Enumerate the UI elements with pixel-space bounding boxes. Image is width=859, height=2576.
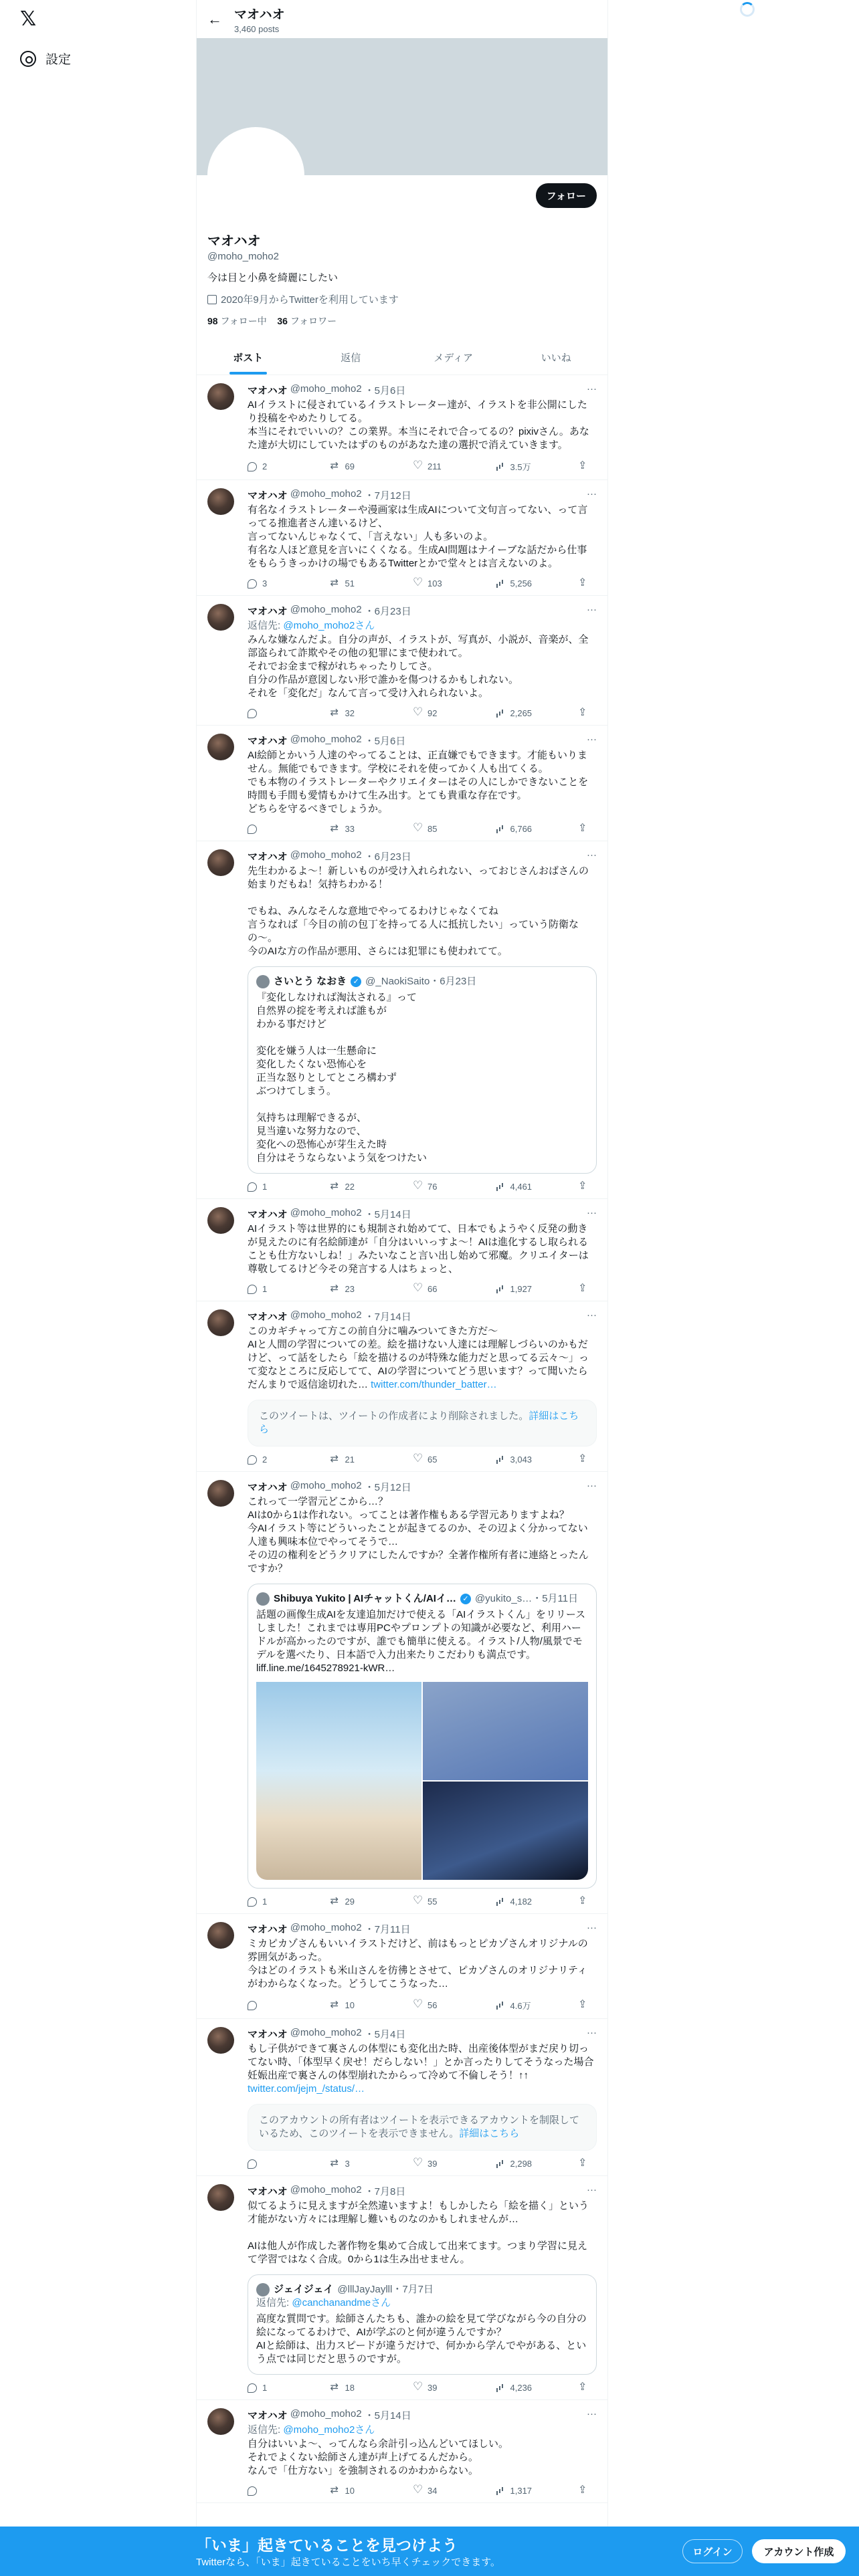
- reply-to-link[interactable]: @moho_moho2さん: [283, 620, 375, 631]
- heart-icon: [413, 1455, 422, 1465]
- reply-button[interactable]: [248, 708, 288, 718]
- quoted-avatar: [256, 975, 270, 988]
- tweet-author-name[interactable]: マオハオ: [248, 736, 288, 747]
- retweet-icon: [330, 1182, 340, 1192]
- retweet-icon: [330, 579, 340, 588]
- retweet-button[interactable]: ⇄ 32: [330, 708, 371, 718]
- views-button[interactable]: 2,265: [496, 708, 536, 718]
- tweet-text: AI絵師とかいう人達のやってることは、正直嫌でもできます。才能もいりません。無能でもできます。学校にそれを使ってかく人も出てくる。 でも本物のイラストレーターやクリエイターはその人にしかできないことを時間も手間も愛情もかけて生み出す。とても貴重な存在です。 どちらを守るべきでしょうか。: [248, 750, 589, 815]
- like-button[interactable]: ♡ 55: [413, 1897, 453, 1907]
- bar-chart-icon: [496, 462, 505, 471]
- calendar-icon: [207, 295, 217, 304]
- tweet-date[interactable]: ・5月4日: [364, 2029, 406, 2040]
- bar-chart-icon: [496, 2159, 505, 2169]
- more-options-icon[interactable]: ···: [587, 1207, 597, 1218]
- learn-more-link[interactable]: 詳細はこちら: [459, 2128, 520, 2139]
- quoted-tweet-header: [256, 975, 588, 988]
- x-logo-icon[interactable]: 𝕏: [20, 8, 37, 30]
- more-options-icon[interactable]: ···: [587, 604, 597, 615]
- tweet-date[interactable]: ・5月14日: [364, 2410, 411, 2422]
- quoted-author-name: さいとう なおき: [274, 976, 347, 987]
- tweet-author-handle[interactable]: @moho_moho2: [290, 1207, 362, 1218]
- tweet-actions: [248, 2486, 597, 2496]
- share-icon: [578, 1285, 587, 1294]
- reply-button[interactable]: [248, 2159, 288, 2169]
- tweet-author-handle[interactable]: @moho_moho2: [290, 1480, 362, 1491]
- back-arrow-icon[interactable]: ←: [207, 10, 222, 27]
- heart-icon: [413, 1182, 422, 1192]
- tweet-text: 先生わかるよ〜！新しいものが受け入れられない、っておじさんおばさんの始まりだもね！気持ちわかる！ でもね、みんなそんな意地でやってるわけじゃなくてね 言うなれば「今目の前の包丁を持ってる人に抵抗したい」っていう防衛なの〜。 今のAIな方の作品が悪用、さらには犯罪にも使われてて。: [248, 865, 589, 957]
- views-button[interactable]: 3.5万: [496, 460, 536, 473]
- views-button[interactable]: 4,236: [496, 2383, 536, 2393]
- views-button[interactable]: 3,043: [496, 1455, 536, 1465]
- views-button[interactable]: 1,317: [496, 2486, 536, 2496]
- media-image[interactable]: [256, 1682, 421, 1880]
- left-nav: [0, 0, 196, 2576]
- tweet-author-name[interactable]: マオハオ: [248, 2410, 288, 2422]
- tweet-date[interactable]: ・7月8日: [364, 2186, 406, 2197]
- views-button[interactable]: 6,766: [496, 824, 536, 834]
- bar-chart-icon: [496, 2383, 505, 2393]
- views-button[interactable]: 5,256: [496, 578, 536, 588]
- quoted-text: 高度な質問です。絵師さんたちも、誰かの絵を見て学びながら今の自分の絵になってるわけで、AIが学ぶのと何が違うんですか？ AIと絵師は、出力スピードが違うだけで、何かから学んでやがある、という点では同じだと思うのですが。: [256, 2313, 587, 2365]
- tweet-avatar[interactable]: [207, 488, 234, 515]
- verified-badge-icon: ✓: [460, 1594, 471, 1604]
- tweet-actions: [248, 460, 597, 473]
- tweet[interactable]: [197, 480, 607, 596]
- tweet-avatar[interactable]: [207, 734, 234, 760]
- share-icon: [578, 462, 587, 471]
- heart-icon: [413, 579, 422, 588]
- tweet-text: みんな嫌なんだよ。自分の声が、イラストが、写真が、小説が、音楽が、全部盗られて詐欺やその他の犯罪にまで使われて。 それでお金まで稼がれちゃったりしてさ。 自分の作品が意図しない形で誰かを傷つけるかもしれない。 それを「変化だ」なんて言って受け入れられないよ。: [248, 634, 589, 699]
- quoted-tweet-header: [256, 2283, 588, 2296]
- profile-section: [197, 175, 607, 328]
- more-options-icon[interactable]: ···: [587, 2184, 597, 2195]
- like-button[interactable]: ♡ 34: [413, 2486, 453, 2496]
- retweet-button[interactable]: ⇄ 3: [330, 2159, 371, 2169]
- tweet-author-name[interactable]: マオハオ: [248, 385, 288, 397]
- retweet-button[interactable]: ⇄ 51: [330, 578, 371, 588]
- retweet-button[interactable]: ⇄ 18: [330, 2383, 371, 2393]
- tweet-date[interactable]: ・7月14日: [364, 1311, 411, 1323]
- tweet-text: 有名なイラストレーターや漫画家は生成AIについて文句言ってない、って言ってる推進者さん達いるけど、 言ってないんじゃなくて、「言えない」人も多いのよ。 有名な人ほど意見を言いにくくなる。生成AI問題はナイーブな話だから仕事をもらうきっかけの場でもあるTwitterとかで堂々とは言えないのよ。: [248, 504, 588, 569]
- heart-icon: [413, 1897, 422, 1907]
- retweet-icon: [330, 2001, 340, 2010]
- tweet-actions: [248, 708, 597, 718]
- tweet-avatar[interactable]: [207, 1922, 234, 1949]
- reply-context: 返信先: @moho_moho2さん: [248, 620, 375, 631]
- timeline: [197, 375, 607, 2503]
- share-button[interactable]: [578, 578, 591, 588]
- bar-chart-icon: [496, 1455, 505, 1465]
- tweet-date[interactable]: ・6月23日: [364, 851, 411, 863]
- tweet-header: [248, 2408, 597, 2422]
- tweet-header: [248, 734, 597, 748]
- tweet[interactable]: [197, 1199, 607, 1301]
- share-icon: [578, 825, 587, 834]
- tab-replies[interactable]: 返信: [341, 352, 361, 364]
- tweet-avatar[interactable]: [207, 1480, 234, 1507]
- views-button[interactable]: 4,182: [496, 1897, 536, 1907]
- reply-icon: [248, 2383, 257, 2393]
- heart-icon: [413, 2001, 422, 2010]
- tweet-date[interactable]: ・5月6日: [364, 385, 406, 397]
- share-button[interactable]: [578, 2486, 591, 2496]
- share-icon: [578, 2159, 587, 2169]
- tweet-header: [248, 1207, 597, 1221]
- like-button[interactable]: ♡ 39: [413, 2383, 453, 2393]
- retweet-icon: [330, 2159, 340, 2169]
- share-button[interactable]: [578, 1897, 591, 1907]
- share-button[interactable]: [578, 460, 591, 473]
- reply-button[interactable]: 1: [248, 1182, 288, 1192]
- header-name: マオハオ: [234, 7, 285, 22]
- tweet-avatar[interactable]: [207, 2184, 234, 2211]
- retweet-icon: [330, 1455, 340, 1465]
- like-button[interactable]: ♡ 103: [413, 578, 453, 588]
- verified-badge-icon: ✓: [351, 976, 361, 987]
- tweet-text: AIイラストに侵されているイラストレーター達が、イラストを非公開にしたり投稿をやめたりしてる。 本当にそれでいいの？この業界。本当にそれで合ってるの？pixivさん。あなた達が大切にしていたはずのものがあなた達の選択で消えていきます。: [248, 399, 589, 451]
- reply-icon: [248, 1182, 257, 1192]
- media-stack: [423, 1682, 588, 1880]
- followers-link[interactable]: 36 フォロワー: [277, 316, 337, 326]
- views-button[interactable]: 2,298: [496, 2159, 536, 2169]
- share-icon: [578, 2486, 587, 2496]
- tweet-text: もし子供ができて裏さんの体型にも変化出た時、出産後体型がまだ戻り切ってない時、「体型早く戻せ！だらしない！」とか言ったりしてそうなった場合妊娠出産で裏さんの体型崩れたからって冷めて不倫しそう！↑↑ twitter.com/jejm_/status/…: [248, 2043, 594, 2095]
- heart-icon: [413, 2486, 422, 2496]
- tweet-author-handle[interactable]: @moho_moho2: [290, 2027, 362, 2038]
- share-button[interactable]: [578, 2159, 591, 2169]
- tweet-author-name[interactable]: マオハオ: [248, 2029, 288, 2040]
- profile-avatar[interactable]: [207, 127, 304, 224]
- tweet-date[interactable]: ・5月12日: [364, 1482, 411, 1493]
- reply-button[interactable]: 1: [248, 1284, 288, 1294]
- tweet-actions: [248, 2383, 597, 2393]
- retweet-icon: [330, 2383, 340, 2393]
- login-button[interactable]: ログイン: [682, 2539, 743, 2563]
- reply-icon: [248, 709, 257, 718]
- learn-more-link[interactable]: 詳細はこちら: [259, 1410, 579, 1435]
- reply-button[interactable]: 2: [248, 460, 288, 473]
- like-button[interactable]: ♡ 39: [413, 2159, 453, 2169]
- reply-icon: [248, 462, 257, 471]
- profile-handle: @moho_moho2: [207, 251, 279, 262]
- media-image[interactable]: [423, 1682, 588, 1780]
- like-button[interactable]: ♡ 211: [413, 460, 453, 473]
- views-button[interactable]: 4.6万: [496, 1999, 536, 2012]
- share-icon: [578, 709, 587, 718]
- heart-icon: [413, 2159, 422, 2169]
- tweet-author-name[interactable]: マオハオ: [248, 1311, 288, 1323]
- bar-chart-icon: [496, 2486, 505, 2496]
- tweet-header: [248, 2027, 597, 2041]
- tweet[interactable]: [197, 1472, 607, 1914]
- quoted-tweet[interactable]: [248, 2274, 597, 2375]
- retweet-icon: [330, 825, 340, 834]
- tweet-author-handle[interactable]: @moho_moho2: [290, 734, 362, 745]
- media-image[interactable]: [423, 1782, 588, 1880]
- retweet-button[interactable]: ⇄ 10: [330, 2486, 371, 2496]
- tweet-author-name[interactable]: マオハオ: [248, 606, 288, 617]
- tweet-author-handle[interactable]: @moho_moho2: [290, 488, 362, 500]
- tweet[interactable]: [197, 1301, 607, 1472]
- views-button[interactable]: 4,461: [496, 1182, 536, 1192]
- tweet-author-name[interactable]: マオハオ: [248, 851, 288, 863]
- tweet-header: [248, 488, 597, 502]
- retweet-button[interactable]: ⇄ 29: [330, 1897, 371, 1907]
- retweet-button[interactable]: ⇄ 22: [330, 1182, 371, 1192]
- tweet-author-name[interactable]: マオハオ: [248, 1209, 288, 1220]
- tweet-date[interactable]: ・7月12日: [364, 490, 411, 502]
- loading-spinner: [740, 2, 755, 17]
- reply-icon: [248, 579, 257, 588]
- quoted-avatar: [256, 1592, 270, 1606]
- tweet-actions: [248, 578, 597, 588]
- reply-button[interactable]: [248, 824, 288, 834]
- tweet-avatar[interactable]: [207, 604, 234, 631]
- tweet-author-handle[interactable]: @moho_moho2: [290, 604, 362, 615]
- heart-icon: [413, 462, 422, 471]
- tweet-date[interactable]: ・6月23日: [364, 606, 411, 617]
- more-options-icon[interactable]: ···: [587, 1480, 597, 1491]
- profile-name: マオハオ: [207, 234, 261, 249]
- tweet-text: ミカピカゾさんもいいイラストだけど、前はもっとピカゾさんオリジナルの雰囲気があった。 今はどのイラストも米山さんを彷彿とさせて、ピカゾさんのオリジナリティがわからなくなった。どうしてこうなった…: [248, 1938, 588, 1990]
- reply-icon: [248, 1897, 257, 1907]
- tweet-actions: [248, 1455, 597, 1465]
- profile-stats: [207, 314, 597, 328]
- tweet[interactable]: [197, 375, 607, 480]
- heart-icon: [413, 1285, 422, 1294]
- reply-icon: [248, 825, 257, 834]
- tweet-author-name[interactable]: マオハオ: [248, 1924, 288, 1935]
- like-button[interactable]: ♡ 66: [413, 1284, 453, 1294]
- more-options-icon[interactable]: ···: [587, 1922, 597, 1933]
- more-options-icon[interactable]: ···: [587, 2408, 597, 2420]
- bar-chart-icon: [496, 1182, 505, 1192]
- tweet-date[interactable]: ・5月14日: [364, 1209, 411, 1220]
- tweet-avatar[interactable]: [207, 1309, 234, 1336]
- tweet-author-handle[interactable]: @moho_moho2: [290, 1309, 362, 1321]
- like-button[interactable]: ♡ 65: [413, 1455, 453, 1465]
- bar-chart-icon: [496, 709, 505, 718]
- heart-icon: [413, 825, 422, 834]
- unavailable-tweet-notice: このアカウントの所有者はツイートを表示できるアカウントを制限しているため、このツイートを表示できません。詳細はこちら: [248, 2104, 597, 2151]
- profile-tabs: [197, 340, 607, 375]
- tweet-actions: [248, 1999, 597, 2012]
- tweet[interactable]: [197, 2176, 607, 2400]
- reply-button[interactable]: 1: [248, 1897, 288, 1907]
- reply-icon: [248, 2159, 257, 2169]
- gear-icon: [20, 51, 36, 67]
- tweet-text: 似てるように見えますが全然違いますよ！もしかしたら「絵を描く」という才能がない方々には理解し難いものなのかもしれませんが… AIは他人が作成した著作物を集めて合成して出来てます。つまり学習に見えて学習ではなく合成。0から1は生み出せません。: [248, 2200, 589, 2265]
- tweet-author-name[interactable]: マオハオ: [248, 1482, 288, 1493]
- share-button[interactable]: [578, 1999, 591, 2012]
- bar-chart-icon: [496, 825, 505, 834]
- more-options-icon[interactable]: ···: [587, 2027, 597, 2038]
- like-button[interactable]: ♡ 85: [413, 824, 453, 834]
- tweet-date[interactable]: ・7月11日: [364, 1924, 411, 1935]
- profile-header-bar: [197, 0, 607, 38]
- reply-button[interactable]: [248, 1999, 288, 2012]
- tweet-header: [248, 1309, 597, 1323]
- more-options-icon[interactable]: ···: [587, 383, 597, 395]
- reply-icon: [248, 1455, 257, 1465]
- share-icon: [578, 1182, 587, 1192]
- tweet-avatar[interactable]: [207, 383, 234, 410]
- tweet-actions: [248, 824, 597, 834]
- share-icon: [578, 2383, 587, 2393]
- share-icon: [578, 1897, 587, 1907]
- quoted-media-grid[interactable]: [256, 1682, 588, 1880]
- tweet-header: [248, 383, 597, 397]
- reply-button[interactable]: [248, 2486, 288, 2496]
- retweet-button[interactable]: ⇄ 21: [330, 1455, 371, 1465]
- quoted-text: 『変化しなければ淘汰される』って 自然界の掟を考えれば誰もが わかる事だけど 変化を嫌う人は一生懸命に 変化したくない恐怖心を 正当な怒りとしてところ構わず ぶつけてしまう。 気持ちは理解できるが、 見当違いな努力なので、 変化への恐怖心が芽生えた時 自分はそうならないよう気をつけたい: [256, 992, 427, 1164]
- quoted-meta: @_NaokiSaito・6月23日: [365, 976, 477, 987]
- quoted-author-name: Shibuya Yukito | AIチャットくん/AIイ…: [274, 1593, 456, 1604]
- share-button[interactable]: [578, 1284, 591, 1294]
- quoted-reply-context: 返信先: @canchanandmeさん: [256, 2297, 391, 2309]
- tweet-text: これって一学習元どこから…？ AIは0から1は作れない。ってことは著作権もある学習元ありますよね？ 今AIイラスト等にどういったことが起きてるのか、その辺よく分かってない人達も興味本位でやってそうで… その辺の権利をどうクリアにしたんですか？全著作権所有者に連絡とったんですか？: [248, 1496, 589, 1574]
- tweet-header: [248, 849, 597, 863]
- tweet-text: 自分はいいよ〜、ってんなら余計引っ込んどいてほしい。 それでよくない絵師さん達が声上げてるんだから。 なんで「仕方ない」を強制されるのかわからない。: [248, 2438, 509, 2476]
- nav-settings-label: 設定: [45, 53, 72, 67]
- tweet-author-name[interactable]: マオハオ: [248, 490, 288, 502]
- retweet-icon: [330, 1285, 340, 1294]
- tweet-author-handle[interactable]: @moho_moho2: [290, 1922, 362, 1933]
- like-button[interactable]: ♡ 56: [413, 1999, 453, 2012]
- share-icon: [578, 2001, 587, 2010]
- tweet-avatar[interactable]: [207, 2027, 234, 2054]
- share-button[interactable]: [578, 2383, 591, 2393]
- quoted-tweet[interactable]: [248, 966, 597, 1174]
- share-icon: [578, 579, 587, 588]
- following-link[interactable]: 98 フォロー中: [207, 316, 267, 326]
- quoted-tweet-header: [256, 1592, 588, 1606]
- quoted-avatar: [256, 2283, 270, 2296]
- tab-posts[interactable]: ポスト: [197, 340, 300, 374]
- tweet-date[interactable]: ・5月6日: [364, 736, 406, 747]
- reply-context: 返信先: @moho_moho2さん: [248, 2424, 375, 2436]
- tweet[interactable]: [197, 1914, 607, 2019]
- bar-chart-icon: [496, 1285, 505, 1294]
- tweet[interactable]: [197, 726, 607, 841]
- tweet-actions: [248, 2159, 597, 2169]
- retweet-button[interactable]: ⇄ 10: [330, 1999, 371, 2012]
- more-options-icon[interactable]: ···: [587, 734, 597, 745]
- tweet-avatar[interactable]: [207, 2408, 234, 2435]
- tweet-actions: [248, 1182, 597, 1192]
- share-button[interactable]: [578, 708, 591, 718]
- tweet-avatar[interactable]: [207, 849, 234, 876]
- tweet-actions: [248, 1284, 597, 1294]
- tweet-header: [248, 604, 597, 618]
- bar-chart-icon: [496, 1897, 505, 1907]
- profile-joined: [207, 292, 597, 306]
- profile-bio: 今は目と小鼻を綺麗にしたい: [207, 272, 339, 284]
- signup-bar-subtitle: Twitterなら、「いま」起きていることをいち早くチェックできます。: [196, 2557, 501, 2568]
- quoted-reply-to-link[interactable]: @canchanandmeさん: [292, 2297, 391, 2309]
- more-options-icon[interactable]: ···: [587, 488, 597, 500]
- main-column: [196, 0, 608, 2576]
- tweet[interactable]: [197, 841, 607, 1199]
- tweet-text: AIイラスト等は世界的にも規制され始めてて、日本でもようやく反発の動きが見えたのに有名絵師達が「自分はいいっすよ〜！AIは進化するし取られることも仕方ないしね！」みたいなこと言い出し始めて邪魔。クリエイターは尊敬してるけど今その発言する人はちょっと、: [248, 1223, 589, 1275]
- tweet-author-handle[interactable]: @moho_moho2: [290, 383, 362, 395]
- bar-chart-icon: [496, 579, 505, 588]
- reply-icon: [248, 1285, 257, 1294]
- heart-icon: [413, 709, 422, 718]
- heart-icon: [413, 2383, 422, 2393]
- quoted-tweet[interactable]: [248, 1584, 597, 1889]
- tweet-header: [248, 1922, 597, 1936]
- tab-likes[interactable]: いいね: [541, 352, 571, 364]
- like-button[interactable]: ♡ 76: [413, 1182, 453, 1192]
- tweet-avatar[interactable]: [207, 1207, 234, 1234]
- follow-button[interactable]: フォロー: [536, 183, 597, 208]
- tweet[interactable]: [197, 596, 607, 726]
- share-button[interactable]: [578, 824, 591, 834]
- reply-to-link[interactable]: @moho_moho2さん: [283, 2424, 375, 2436]
- reply-button[interactable]: 1: [248, 2383, 288, 2393]
- tweet[interactable]: [197, 2019, 607, 2176]
- quoted-meta: @lllJayJaylll・7月7日: [337, 2284, 434, 2295]
- share-icon: [578, 1455, 587, 1465]
- signup-bottom-bar: [0, 2527, 859, 2576]
- reply-icon: [248, 2001, 257, 2010]
- bar-chart-icon: [496, 2001, 505, 2010]
- header-posts-count: 3,460 posts: [234, 23, 280, 34]
- reply-button[interactable]: 2: [248, 1455, 288, 1465]
- reply-icon: [248, 2486, 257, 2496]
- retweet-icon: [330, 1897, 340, 1907]
- tweet-header: [248, 2184, 597, 2198]
- tweet-actions: [248, 1897, 597, 1907]
- like-button[interactable]: ♡ 92: [413, 708, 453, 718]
- tweet-link[interactable]: twitter.com/jejm_/status/…: [248, 2083, 365, 2095]
- unavailable-tweet-notice: このツイートは、ツイートの作成者により削除されました。詳細はこちら: [248, 1400, 597, 1446]
- signup-button[interactable]: アカウント作成: [752, 2539, 846, 2563]
- retweet-button[interactable]: ⇄ 33: [330, 824, 371, 834]
- quoted-author-name: ジェイジェイ: [274, 2284, 334, 2295]
- profile-joined-text: 2020年9月からTwitterを利用しています: [221, 294, 399, 306]
- tweet-text: このカギチャって方この前自分に噛みついてきた方だ〜 AIと人間の学習についての差。絵を描けない人達には理解しづらいのかもだけど、って話をしたら「絵を描けるのが特殊な能力だと思ってる云々〜」って変なところに反応してて、AIの学習についてどう思います？って聞いたらだんまりで返信途切れた… twitter.com/thunder_batter…: [248, 1325, 589, 1390]
- retweet-button[interactable]: ⇄ 23: [330, 1284, 371, 1294]
- tweet-author-handle[interactable]: @moho_moho2: [290, 2408, 362, 2420]
- more-options-icon[interactable]: ···: [587, 849, 597, 861]
- tweet-header: [248, 1480, 597, 1494]
- views-button[interactable]: 1,927: [496, 1284, 536, 1294]
- retweet-icon: [330, 2486, 340, 2496]
- tweet-author-name[interactable]: マオハオ: [248, 2186, 288, 2197]
- tab-media[interactable]: メディア: [434, 352, 474, 364]
- more-options-icon[interactable]: ···: [587, 1309, 597, 1321]
- tweet-author-handle[interactable]: @moho_moho2: [290, 849, 362, 861]
- retweet-icon: [330, 462, 340, 471]
- share-button[interactable]: [578, 1182, 591, 1192]
- quoted-meta: @yukito_s…・5月11日: [474, 1593, 579, 1604]
- quoted-text: 話題の画像生成AIを友達追加だけで使える「AIイラストくん」をリリースしました！これまでは専用PCやプロンプトの知識が必要など、利用ハードルが高かったのですが、誰でも簡単に使える。イラスト/人物/風景でモデルを選べたり、日本語で入力出来たりこだわりも満点です。 liff.line.me/1645278921-kWR…: [256, 1609, 586, 1674]
- reply-button[interactable]: 3: [248, 578, 288, 588]
- signup-bar-title: 「いま」起きていることを見つけよう: [196, 2537, 458, 2554]
- share-button[interactable]: [578, 1455, 591, 1465]
- nav-settings[interactable]: [20, 49, 71, 68]
- tweet-link[interactable]: twitter.com/thunder_batter…: [371, 1379, 497, 1390]
- tweet-author-handle[interactable]: @moho_moho2: [290, 2184, 362, 2195]
- retweet-button[interactable]: ⇄ 69: [330, 460, 371, 473]
- retweet-icon: [330, 709, 340, 718]
- tweet[interactable]: [197, 2400, 607, 2503]
